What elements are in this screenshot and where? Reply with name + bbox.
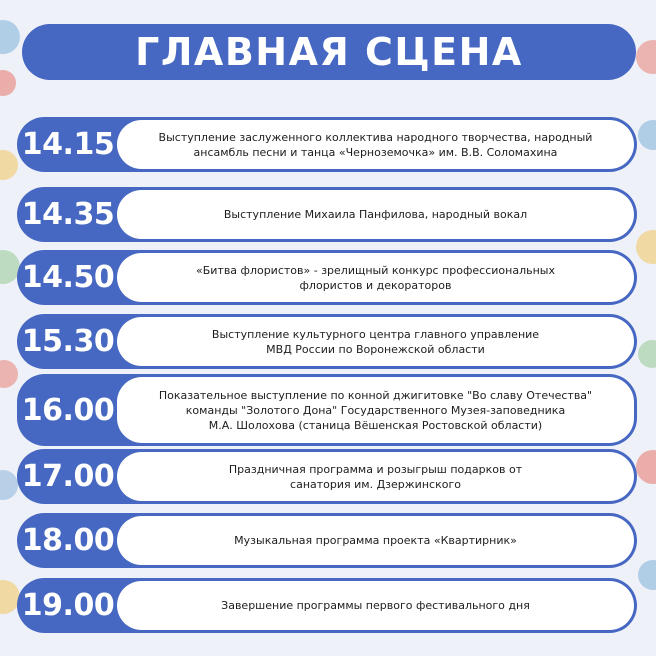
schedule-time: 15.30: [21, 324, 115, 359]
schedule-card: [117, 516, 634, 565]
schedule-time: 14.50: [21, 260, 115, 295]
schedule-time: 18.00: [21, 523, 115, 558]
schedule-row: [17, 187, 637, 242]
page-title: ГЛАВНАЯ СЦЕНА: [135, 30, 523, 74]
schedule-description: «Битва флористов» - зрелищный конкурс профессиональных флористов и декораторов: [195, 263, 555, 292]
schedule-row: [17, 578, 637, 633]
schedule-card: [117, 581, 634, 630]
schedule-description: Праздничная программа и розыгрыш подарков от санатория им. Дзержинского: [228, 462, 523, 491]
schedule-card: [117, 452, 634, 501]
schedule-row: [17, 250, 637, 305]
schedule-time: 19.00: [21, 588, 115, 623]
schedule-row: [17, 314, 637, 369]
schedule-card: [117, 377, 634, 443]
schedule-description: Завершение программы первого фестивального дня: [221, 599, 530, 612]
schedule-description: Выступление Михаила Панфилова, народный вокал: [223, 208, 528, 221]
schedule-description: Выступление культурного центра главного управление МВД России по Воронежской области: [211, 327, 540, 356]
schedule-time: 16.00: [21, 392, 115, 428]
schedule-row: [17, 374, 637, 446]
page-header: [22, 24, 636, 80]
schedule-row: [17, 117, 637, 172]
schedule-description: Показательное выступление по конной джигитовке "Во славу Отечества" команды "Золотого Дона" Государственного Музея-заповедника М.А. Шолохова (станица Вёшенская Ростовской области): [158, 388, 593, 432]
schedule-time: 17.00: [21, 459, 115, 494]
schedule-time: 14.15: [21, 127, 115, 162]
schedule-description: Выступление заслуженного коллектива народного творчества, народный ансамбль песни и танца «Черноземочка» им. В.В. Соломахина: [158, 130, 593, 159]
schedule-card: [117, 253, 634, 302]
schedule-row: [17, 513, 637, 568]
schedule-row: [17, 449, 637, 504]
schedule-time: 14.35: [21, 197, 115, 232]
schedule-card: [117, 190, 634, 239]
schedule-description: Музыкальная программа проекта «Квартирник»: [234, 534, 517, 547]
schedule-card: [117, 317, 634, 366]
schedule-card: [117, 120, 634, 169]
